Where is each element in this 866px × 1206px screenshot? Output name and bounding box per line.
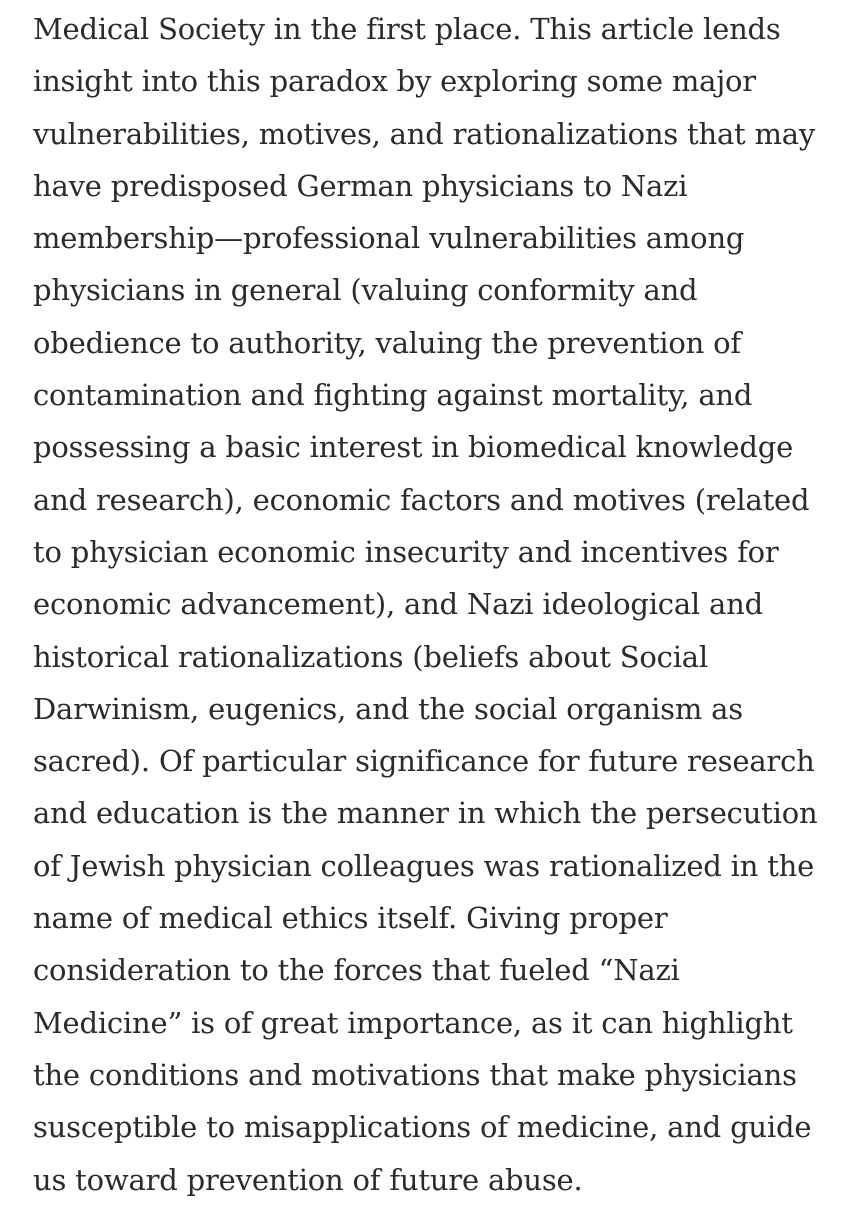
text-line: us toward prevention of future abuse.	[33, 1162, 583, 1197]
text-line: and research), economic factors and motives (related	[33, 482, 810, 517]
text-line: the conditions and motivations that make physicians	[33, 1057, 797, 1092]
text-line: of Jewish physician colleagues was rationalized in the	[33, 848, 815, 883]
text-line: name of medical ethics itself. Giving proper	[33, 901, 668, 936]
text-line: have predisposed German physicians to Nazi	[33, 168, 688, 203]
text-line: and education is the manner in which the persecution	[33, 796, 818, 831]
text-line: economic advancement), and Nazi ideological and	[33, 587, 763, 622]
text-line: susceptible to misapplications of medicine, and guide	[33, 1110, 812, 1145]
text-line: contamination and fighting against mortality, and	[33, 378, 753, 413]
text-line: physicians in general (valuing conformity and	[33, 273, 698, 308]
text-line: Medicine” is of great importance, as it can highlight	[33, 1005, 793, 1040]
article-abstract-paragraph	[33, 3, 853, 1206]
text-line: consideration to the forces that fueled “Nazi	[33, 953, 680, 988]
text-line: obedience to authority, valuing the prevention of	[33, 325, 741, 360]
text-line: membership—professional vulnerabilities among	[33, 221, 745, 256]
text-line: Darwinism, eugenics, and the social organism as	[33, 691, 743, 726]
text-line: to physician economic insecurity and incentives for	[33, 534, 779, 569]
text-line: Medical Society in the first place. This article lends	[33, 12, 781, 46]
text-line: insight into this paradox by exploring some major	[33, 64, 756, 99]
text-line: vulnerabilities, motives, and rationalizations that may	[33, 116, 816, 151]
text-line: historical rationalizations (beliefs about Social	[33, 639, 708, 674]
text-line: possessing a basic interest in biomedical knowledge	[33, 430, 794, 465]
text-line: sacred). Of particular significance for future research	[33, 744, 815, 779]
